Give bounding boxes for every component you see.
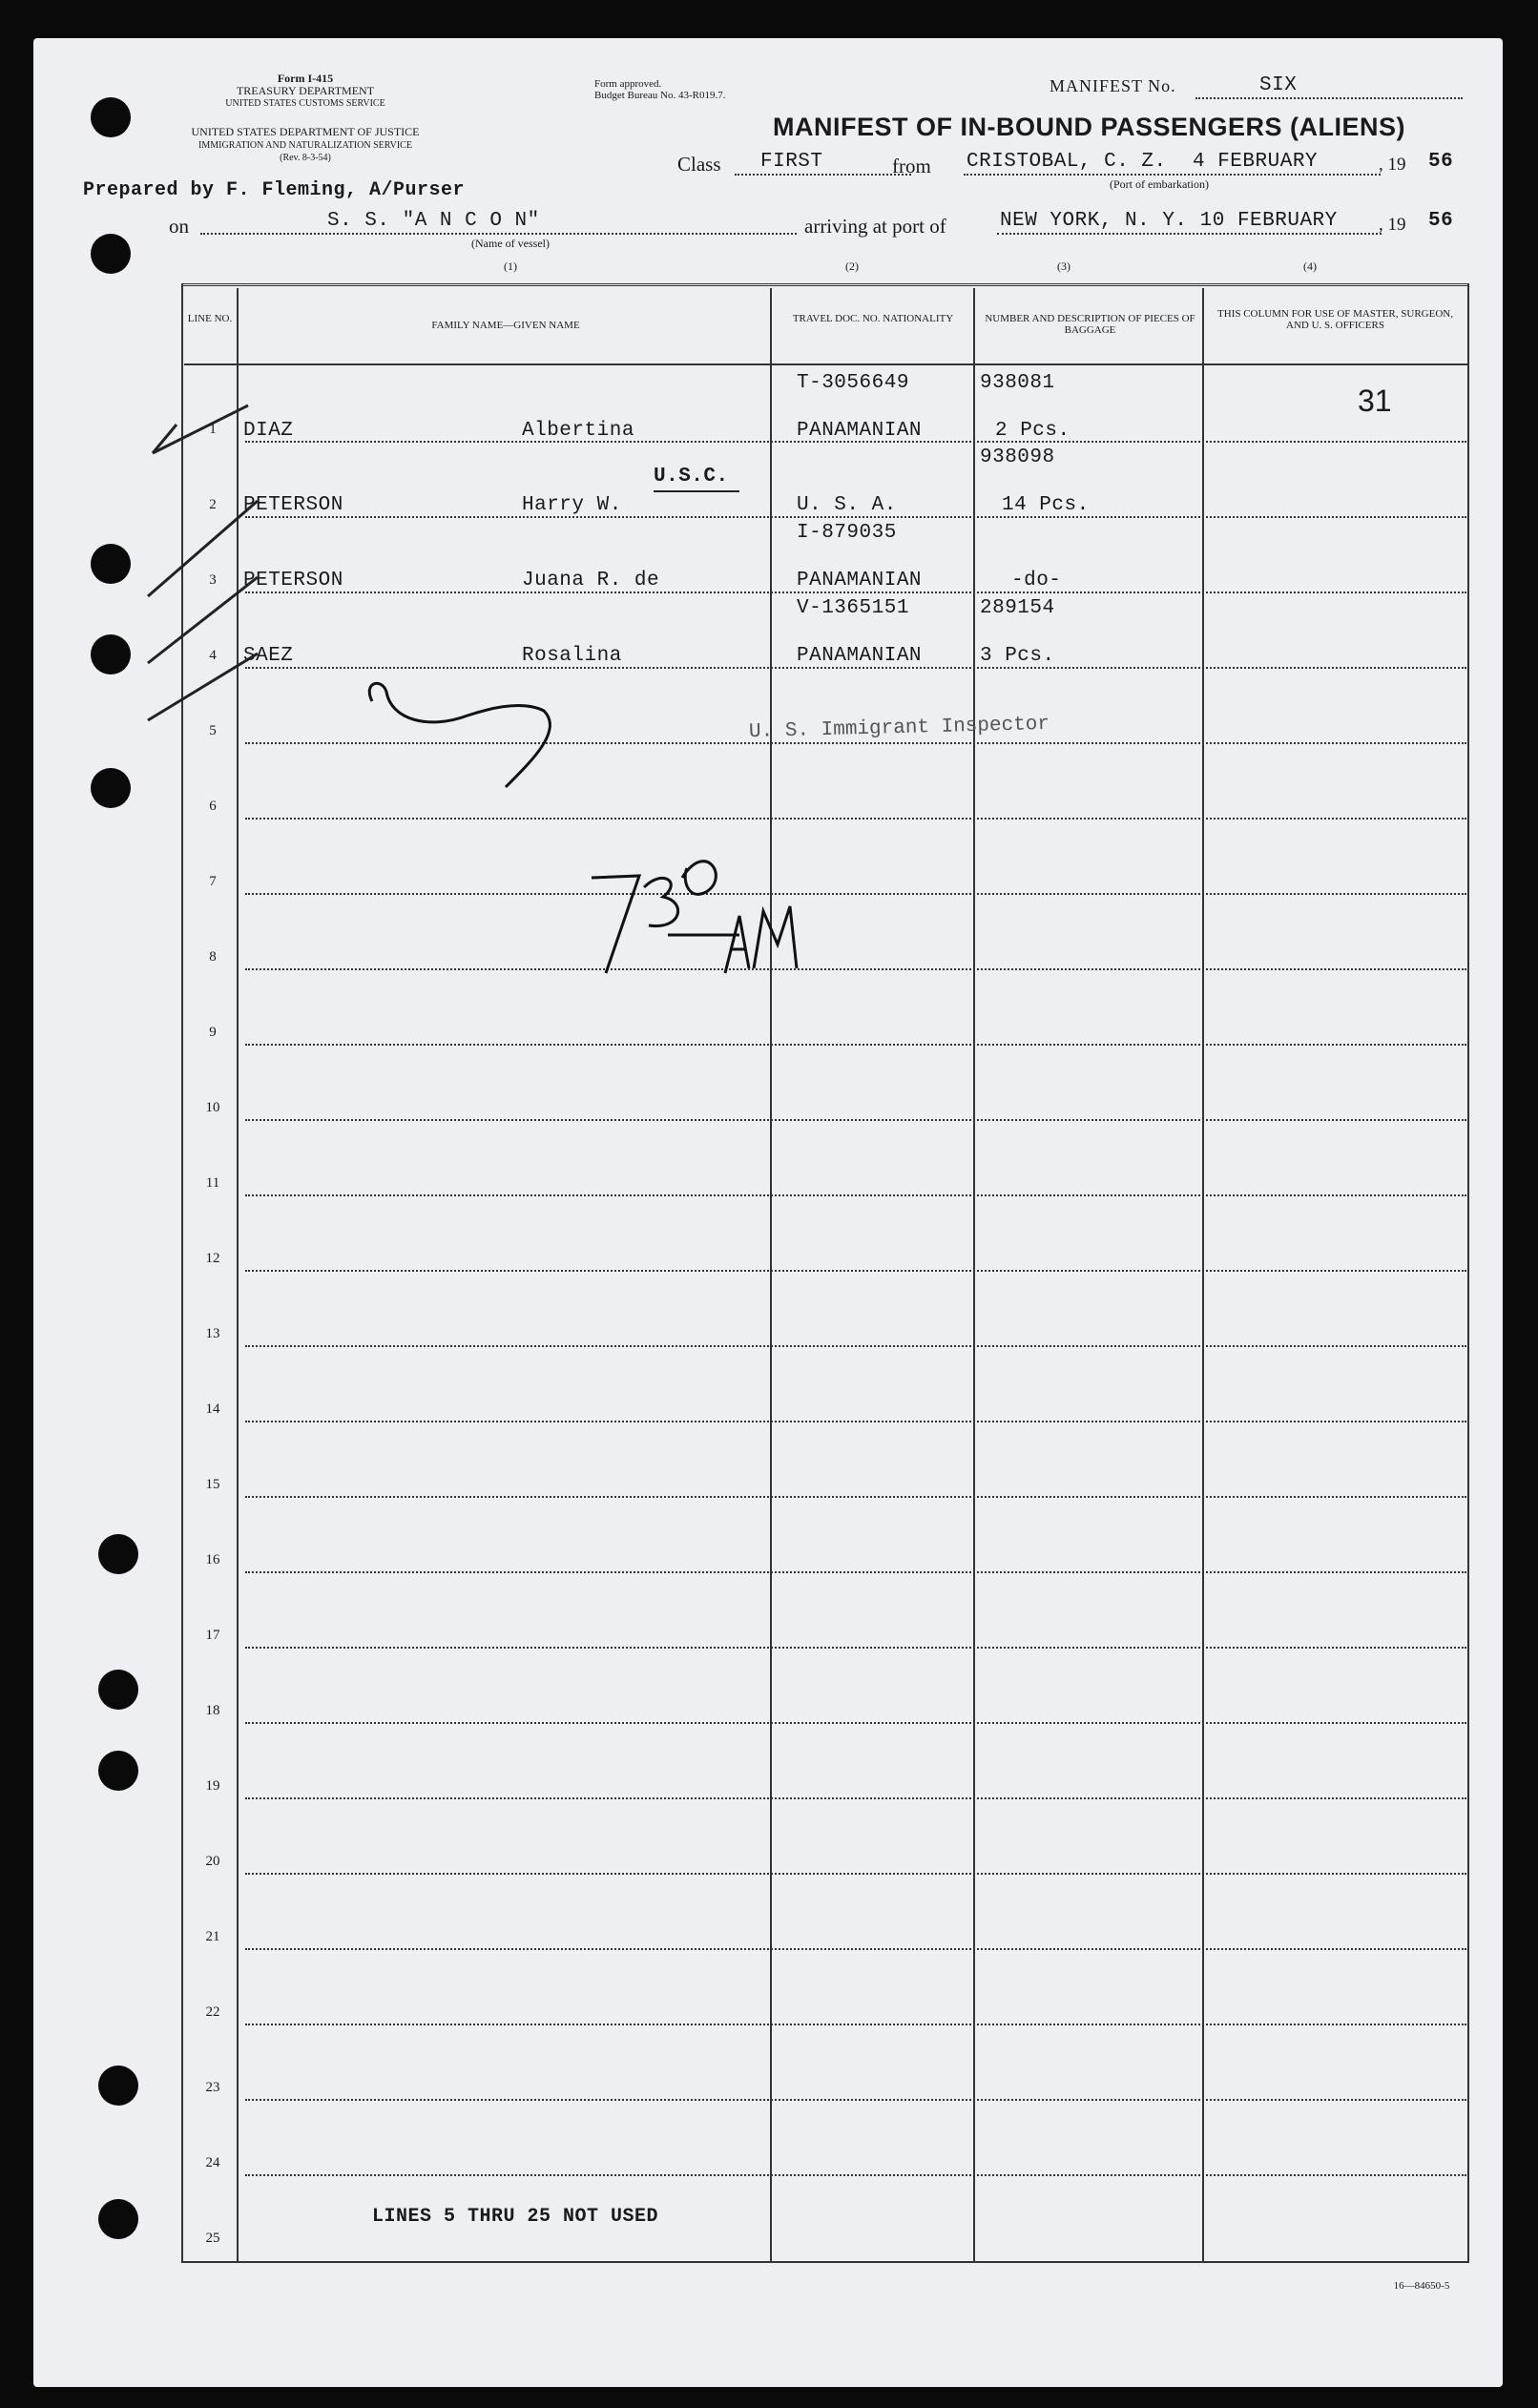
nationality: U. S. A. (797, 494, 897, 516)
year-value-2: 56 (1428, 210, 1454, 232)
row-rule (245, 667, 1466, 669)
class-label: Class (677, 153, 721, 176)
col-num-1: (1) (504, 259, 517, 273)
port-embark-caption: (Port of embarkation) (1110, 177, 1209, 191)
citizenship-note: U.S.C. (654, 466, 729, 488)
baggage-pieces: -do- (1011, 570, 1062, 592)
header-baggage: NUMBER AND DESCRIPTION OF PIECES OF BAGGAGE (985, 313, 1195, 336)
row-rule (245, 516, 1466, 518)
travel-doc-no: I-879035 (797, 522, 897, 544)
baggage-number: 289154 (980, 597, 1055, 619)
punch-hole (98, 2065, 138, 2106)
row-rule (245, 1647, 1466, 1649)
line-number: 9 (209, 1025, 217, 1040)
line-number: 1 (209, 422, 217, 437)
ins-service: IMMIGRATION AND NATURALIZATION SERVICE (198, 140, 412, 151)
row-rule (245, 1496, 1466, 1498)
col-num-2: (2) (845, 259, 859, 273)
prepared-by: Prepared by F. Fleming, A/Purser (83, 179, 466, 201)
line-number: 15 (205, 1477, 220, 1492)
line-number: 14 (205, 1401, 220, 1417)
row-rule (245, 1119, 1466, 1121)
nationality: PANAMANIAN (797, 645, 923, 667)
from-label: from (892, 155, 931, 177)
header-travel-doc: TRAVEL DOC. NO. NATIONALITY (792, 313, 954, 324)
col-num-3: (3) (1057, 259, 1070, 273)
baggage-pieces: 14 Pcs. (1002, 494, 1090, 516)
line-number: 3 (209, 572, 217, 588)
punch-hole (98, 2199, 138, 2239)
family-name: DIAZ (243, 420, 294, 442)
nationality: PANAMANIAN (797, 570, 923, 592)
manifest-no-label: MANIFEST No. (1050, 76, 1176, 95)
handwritten-time (563, 801, 811, 983)
line-number: 17 (205, 1628, 220, 1643)
header-officers: THIS COLUMN FOR USE OF MASTER, SURGEON, AND U. S. OFFICERS (1217, 308, 1453, 331)
given-name: Harry W. (522, 494, 622, 516)
col-num-4: (4) (1303, 259, 1317, 273)
check-marks (143, 386, 296, 730)
budget-bureau: Budget Bureau No. 43-R019.7. (594, 90, 726, 101)
line-number: 2 (209, 497, 217, 512)
line-number: 10 (205, 1100, 220, 1115)
header-name: FAMILY NAME—GIVEN NAME (431, 320, 580, 331)
row-rule (245, 2174, 1466, 2176)
punch-hole (98, 1534, 138, 1574)
line-number: 24 (205, 2155, 220, 2170)
baggage-number: 938098 (980, 446, 1055, 468)
punch-hole (91, 634, 131, 675)
row-rule (245, 2099, 1466, 2101)
year-prefix: , 19 (1379, 155, 1406, 175)
customs-service: UNITED STATES CUSTOMS SERVICE (225, 98, 385, 109)
line-number: 5 (209, 723, 217, 738)
line-number: 11 (205, 1175, 220, 1191)
line-number: 23 (205, 2080, 220, 2095)
family-name: PETERSON (243, 570, 343, 592)
family-name: PETERSON (243, 494, 343, 516)
revision: (Rev. 8-3-54) (280, 153, 331, 163)
vessel-caption: (Name of vessel) (471, 237, 550, 250)
row-rule (245, 1873, 1466, 1875)
line-number: 21 (205, 1929, 220, 1944)
row-rule (245, 1722, 1466, 1724)
footer-code: 16—84650-5 (1393, 2280, 1450, 2292)
unused-lines-note: LINES 5 THRU 25 NOT USED (372, 2206, 659, 2228)
travel-doc-no: V-1365151 (797, 597, 909, 619)
punch-hole (91, 234, 131, 274)
year-value: 56 (1428, 151, 1454, 173)
line-number: 19 (205, 1778, 220, 1794)
punch-hole (91, 768, 131, 808)
row-rule (245, 1270, 1466, 1272)
departure-date: 4 FEBRUARY (1193, 151, 1319, 173)
line-number: 20 (205, 1854, 220, 1869)
page-title: MANIFEST OF IN-BOUND PASSENGERS (ALIENS) (773, 113, 1406, 141)
line-number: 7 (209, 874, 217, 889)
on-label: on (169, 215, 189, 238)
justice-dept: UNITED STATES DEPARTMENT OF JUSTICE (191, 125, 420, 138)
manifest-page (33, 38, 1503, 2387)
row-rule (245, 1194, 1466, 1196)
form-number: Form I-415 (277, 72, 334, 85)
inspector-stamp: U. S. Immigrant Inspector (748, 713, 1050, 744)
line-number: 6 (209, 799, 217, 814)
row-rule (245, 1044, 1466, 1046)
given-name: Juana R. de (522, 570, 660, 592)
arrival-port-date: NEW YORK, N. Y. 10 FEBRUARY (1000, 210, 1338, 232)
nationality: PANAMANIAN (797, 420, 923, 442)
form-approved: Form approved. (594, 78, 662, 90)
line-number: 13 (205, 1326, 220, 1341)
given-name: Rosalina (522, 645, 622, 667)
punch-hole (91, 97, 131, 137)
row-rule (245, 1948, 1466, 1950)
given-name: Albertina (522, 420, 634, 442)
handwritten-time-text (606, 878, 609, 879)
embarkation-port: CRISTOBAL, C. Z. (966, 151, 1167, 173)
row-rule (245, 1797, 1466, 1799)
vessel-name: S. S. "A N C O N" (327, 210, 540, 232)
row-rule (245, 1571, 1466, 1573)
punch-hole (98, 1670, 138, 1710)
line-number: 4 (209, 648, 217, 663)
manifest-no-value: SIX (1259, 74, 1298, 96)
line-number: 16 (205, 1552, 220, 1567)
line-number: 22 (205, 2004, 220, 2020)
row-rule (245, 1345, 1466, 1347)
travel-doc-no: T-3056649 (797, 372, 909, 394)
baggage-pieces: 2 Pcs. (995, 420, 1070, 442)
family-name: SAEZ (243, 645, 294, 667)
year-prefix-2: , 19 (1379, 215, 1406, 235)
line-number: 12 (205, 1251, 220, 1266)
officer-mark: 31 (1358, 384, 1392, 418)
treasury-dept: TREASURY DEPARTMENT (236, 84, 375, 97)
row-rule (245, 2024, 1466, 2025)
arriving-label: arriving at port of (804, 215, 946, 238)
row-rule (245, 1421, 1466, 1422)
baggage-number: 938081 (980, 372, 1055, 394)
header-line-no: LINE NO. (187, 313, 233, 324)
punch-hole (91, 544, 131, 584)
punch-hole (98, 1751, 138, 1791)
line-number: 25 (205, 2231, 220, 2246)
baggage-pieces: 3 Pcs. (980, 645, 1055, 667)
line-number: 8 (209, 949, 217, 965)
row-rule (245, 592, 1466, 593)
class-value: FIRST (760, 151, 823, 173)
line-number: 18 (205, 1703, 220, 1718)
